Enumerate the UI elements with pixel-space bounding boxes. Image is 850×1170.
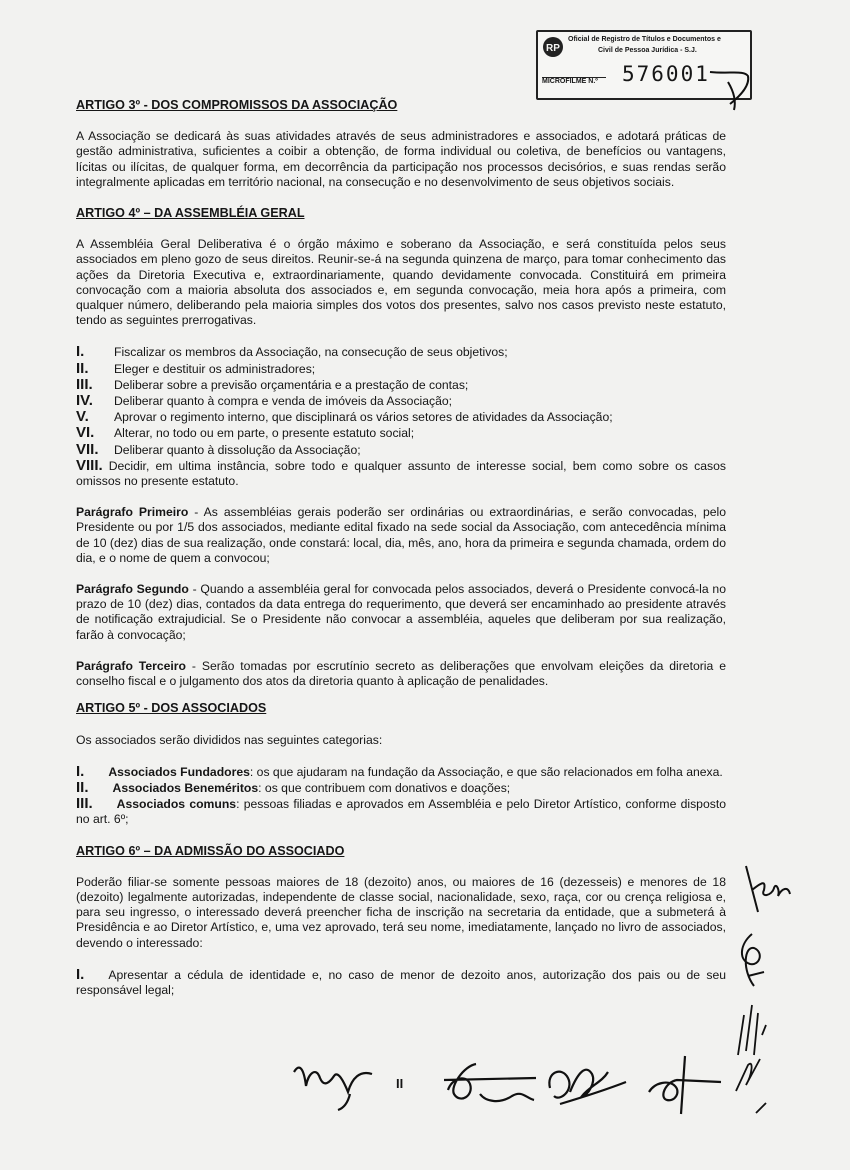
list-item bbox=[76, 780, 726, 796]
article-4-paragraph-2 bbox=[76, 582, 726, 643]
item-text: Aprovar o regimento interno, que disciplinará os vários setores de atividades da Associação; bbox=[114, 410, 613, 425]
item-text: : pessoas filiadas e aprovados em Assembléia e pelo Diretor Artístico, conforme disposto no art. 6º; bbox=[76, 797, 726, 827]
margin-initials-signature bbox=[732, 995, 792, 1115]
stamp-office-line: Oficial de Registro de Títulos e Documentos e bbox=[568, 36, 721, 43]
article-6-body: Poderão filiar-se somente pessoas maiores de 18 (dezoito) anos, ou maiores de 16 (dezesseis) e menores de 18 (dezoito) legalmente autorizadas, independente de classe social, nacionalidade, sexo, raça, cor ou crença religiosa e, para seu ingresso, o interessado deverá preencher ficha de inscrição na secretaria da entidade, que a submeterá à Presidência e ao Diretor Artístico, e, uma vez aprovado, terá seu nome, imediatamente, lançado no livro de associados, devendo o interessado: bbox=[76, 874, 726, 950]
item-text: Deliberar sobre a previsão orçamentária e a prestação de contas; bbox=[114, 377, 469, 392]
item-text: Alterar, no todo ou em parte, o presente estatuto social; bbox=[114, 426, 415, 441]
article-4-paragraph-1 bbox=[76, 505, 726, 566]
signature bbox=[645, 1052, 725, 1116]
signature bbox=[540, 1052, 630, 1116]
article-5-categories-list bbox=[76, 764, 726, 828]
list-item bbox=[76, 796, 726, 827]
margin-initials-signature bbox=[730, 930, 780, 990]
item-numeral: III. bbox=[76, 795, 93, 813]
paragraph-text: - As assembléias gerais poderão ser ordinárias ou extraordinárias, e serão convocadas, pelo Presidente ou por 1/5 dos associados, mediante edital fixado na sede social da Associação, com antecedência mínima de 10 (dez) dias de sua realização, onde constará: local, dia, mês, ano, hora da primeira e segunda chamada, ordem do dia, e o nome de quem a convocou; bbox=[76, 505, 726, 565]
list-item bbox=[76, 409, 726, 425]
item-text: Eleger e destituir os administradores; bbox=[114, 361, 316, 376]
list-item bbox=[76, 442, 726, 458]
item-label: Associados comuns bbox=[116, 797, 237, 812]
registry-seal-icon bbox=[542, 36, 564, 58]
article-4-body: A Assembléia Geral Deliberativa é o órgão máximo e soberano da Associação, e será constituída pelos seus associados em pleno gozo de seus direitos. Reunir-se-á na segunda quinzena de março, para tomar conhecimento das ações da Diretoria Executiva e, extraordinariamente, quando devidamente convocada. Constituirá em primeira convocação com a maioria absoluta dos associados e, em segunda convocação, meia hora após a primeira, com qualquer número, deliberando pela maioria simples dos votos dos presentes, salvo nos casos previsto neste estatuto, tendo as seguintes prerrogativas. bbox=[76, 237, 726, 328]
article-3-body: A Associação se dedicará às suas atividades através de seus administradores e associados, e adotará práticas de gestão administrativa, suficientes a coibir a obtenção, de forma individual ou coletiva, de benefícios ou vantagens, lícitas ou ilícitas, de qualquer forma, em decorrência da participação nos processos decisórios, e suas rendas serão integralmente aplicadas em território nacional, na consecução e no desenvolvimento de seus objetivos sociais. bbox=[76, 129, 726, 189]
item-numeral: VII. bbox=[76, 440, 99, 458]
article-3-title: ARTIGO 3º - DOS COMPROMISSOS DA ASSOCIAÇÃO bbox=[76, 98, 398, 112]
item-numeral: IV. bbox=[76, 392, 93, 410]
stamp-office-line-2: Civil de Pessoa Jurídica - S.J. bbox=[598, 47, 697, 54]
stamp-microfilm-number: 576001 bbox=[622, 62, 710, 86]
list-item bbox=[76, 458, 726, 489]
list-item bbox=[76, 764, 726, 780]
item-text: Deliberar quanto à dissolução da Associação; bbox=[114, 442, 361, 457]
item-numeral: V. bbox=[76, 408, 89, 426]
item-numeral: II. bbox=[76, 778, 89, 796]
svg-text:RP: RP bbox=[546, 43, 560, 54]
article-5-intro: Os associados serão divididos nas seguintes categorias: bbox=[76, 732, 383, 747]
item-label: Associados Fundadores bbox=[108, 764, 250, 779]
paragraph-text: - Quando a assembléia geral for convocada pelos associados, deverá o Presidente convocá-la no prazo de 10 (dez) dias, contados da data entrega do requerimento, que deverá ser encaminhado ao presidente através de notificação extrajudicial. Se o Presidente não convocar a assembléia, aqueles que deliberam por sua realização, farão à convocação; bbox=[76, 582, 726, 642]
article-4-paragraph-3 bbox=[76, 659, 726, 689]
paragraph-label: Parágrafo Primeiro bbox=[76, 505, 189, 520]
article-5-title: ARTIGO 5º - DOS ASSOCIADOS bbox=[76, 701, 267, 716]
paragraph-text: - Serão tomadas por escrutínio secreto as deliberações que envolvam eleições da diretoria e conselho fiscal e o julgamento dos atos da diretoria quanto à aplicação de penalidades. bbox=[76, 658, 726, 689]
list-item bbox=[76, 425, 726, 441]
article-4-prerogatives-list bbox=[76, 344, 726, 489]
item-numeral: I. bbox=[76, 762, 85, 780]
paragraph-label: Parágrafo Terceiro bbox=[76, 658, 186, 673]
paragraph-label: Parágrafo Segundo bbox=[76, 582, 189, 597]
item-numeral: III. bbox=[76, 375, 93, 393]
item-text: Apresentar a cédula de identidade e, no caso de menor de dezoito anos, autorização dos pais ou de seu responsável legal; bbox=[76, 967, 726, 997]
article-6-title: ARTIGO 6º – DA ADMISSÃO DO ASSOCIADO bbox=[76, 843, 345, 858]
item-numeral: II. bbox=[76, 359, 89, 377]
item-label: Associados Beneméritos bbox=[112, 780, 259, 795]
article-4-title: ARTIGO 4º – DA ASSEMBLÉIA GERAL bbox=[76, 206, 305, 221]
item-text: : os que contribuem com donativos e doações; bbox=[258, 780, 511, 795]
item-text: Deliberar quanto à compra e venda de imóveis da Associação; bbox=[114, 394, 453, 409]
item-text: : os que ajudaram na fundação da Associação, e que são relacionados em folha anexa. bbox=[249, 764, 723, 779]
list-item bbox=[76, 393, 726, 409]
item-numeral: VIII. bbox=[76, 456, 103, 474]
item-text: Fiscalizar os membros da Associação, na consecução de seus objetivos; bbox=[114, 345, 508, 360]
margin-initials-signature bbox=[738, 860, 798, 920]
signature bbox=[290, 1052, 380, 1112]
item-text: Decidir, em ultima instância, sobre todo e qualquer assunto de interesse social, bem como sobre os casos omissos no presente estatuto. bbox=[76, 458, 726, 489]
signature bbox=[440, 1050, 540, 1120]
list-item bbox=[76, 344, 726, 360]
page-marker: II bbox=[396, 1076, 404, 1091]
item-numeral: I. bbox=[76, 343, 85, 361]
stamp-microfilm-label: MICROFILME N.º bbox=[542, 78, 598, 85]
list-item bbox=[76, 361, 726, 377]
list-item bbox=[76, 967, 726, 998]
item-numeral: VI. bbox=[76, 424, 95, 442]
document-body bbox=[76, 98, 726, 998]
list-item bbox=[76, 377, 726, 393]
item-numeral: I. bbox=[76, 965, 85, 983]
